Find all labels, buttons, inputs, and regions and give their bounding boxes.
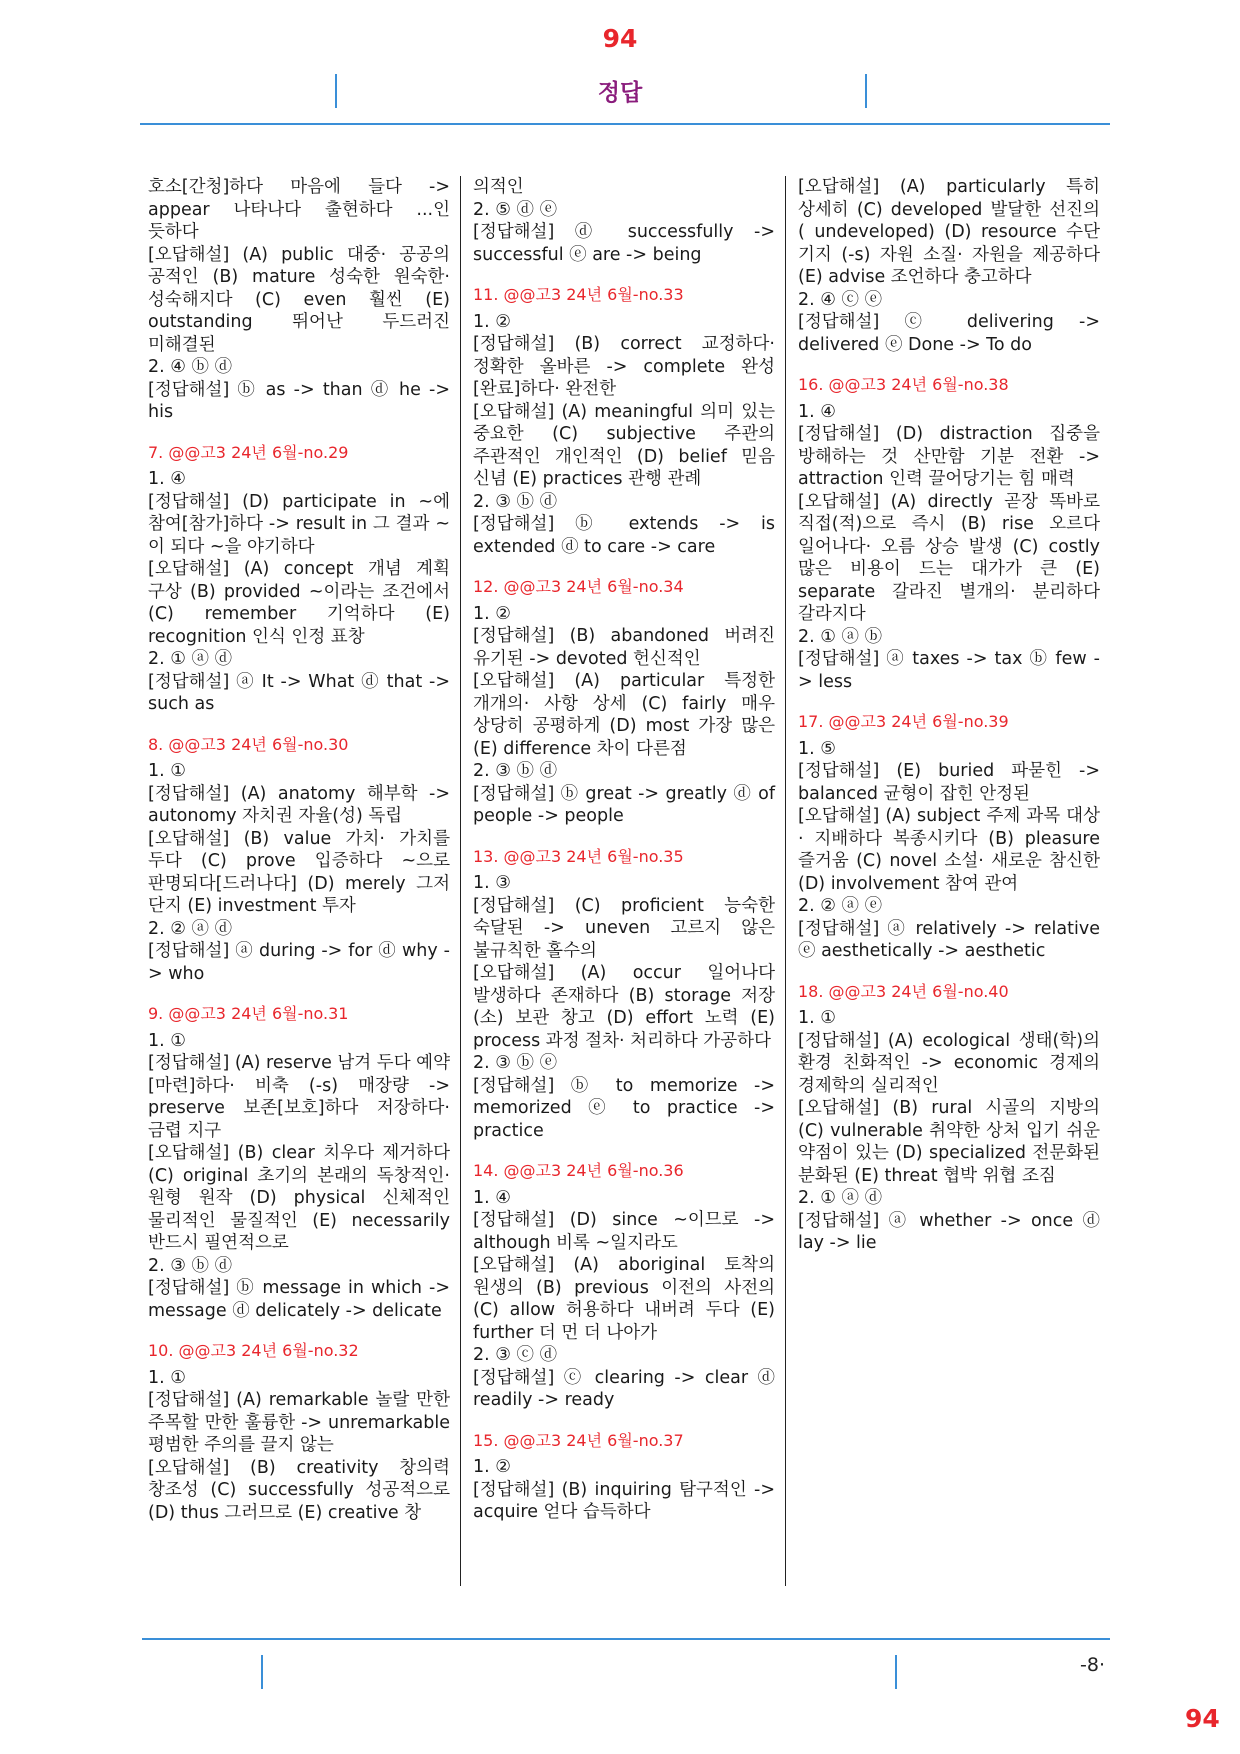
answer-section (148, 176, 450, 424)
answer-line: [정답해설] (D) participate in ~에 참여[참가]하다 -> result in 그 결과 ~이 되다 ~을 야기하다 (148, 491, 450, 557)
question-heading: 11. @@고3 24년 6월-no.33 (473, 285, 684, 304)
answer-line: 1. ② (473, 1457, 511, 1477)
question-heading: 15. @@고3 24년 6월-no.37 (473, 1430, 684, 1450)
answer-line: 2. ① ⓐ ⓓ (148, 649, 233, 669)
answer-line: [오답해설] (B) clear 치우다 제거하다 (C) original 초기의 본래의 독창적인· 원형 원작 (D) physical 신체적인 물리적인 물질적인 (E) necessarily 반드시 필연적으로 (148, 1143, 450, 1253)
answer-line: 1. ④ (473, 1187, 511, 1208)
answer-line: 1. ② (473, 311, 511, 332)
answer-line: [정답해설] ⓑ extends -> is extended ⓓ to care -> care (473, 514, 775, 557)
answer-line: [오답해설] (B) creativity 창의력 창조성 (C) successfully 성공적으로 (D) thus 그러므로 (E) creative 창 (148, 1457, 450, 1523)
answer-line: [정답해설] (B) abandoned 버려진 유기된 -> devoted 헌신적인 (473, 626, 775, 669)
answer-line: 2. ② ⓐ ⓔ (798, 896, 883, 916)
answer-section (798, 176, 1100, 356)
footer-bar-left (261, 1655, 263, 1689)
answer-line: [정답해설] ⓒ delivering -> delivered ⓔ Done -> To do (798, 312, 1100, 355)
question-heading: 14. @@고3 24년 6월-no.36 (473, 1161, 684, 1180)
question-heading: 17. @@고3 24년 6월-no.39 (798, 712, 1009, 731)
answer-line: [정답해설] ⓑ as -> than ⓓ he -> his (148, 379, 450, 422)
answer-column-2 (473, 176, 775, 1530)
answer-section (148, 1340, 450, 1524)
answer-section (473, 1160, 775, 1412)
answer-line: [정답해설] ⓐ relatively -> relative ⓔ aesthetically -> aesthetic (798, 918, 1100, 961)
answer-line: [정답해설] (A) reserve 남겨 두다 예약[마련]하다· 비축 (-s) 매장량 -> preserve 보존[보호]하다 저장하다· 금렵 지구 (148, 1053, 450, 1141)
answer-line: 1. ③ (473, 873, 511, 893)
answer-line: [정답해설] (E) buried 파묻힌 -> balanced 균형이 잡힌 안정된 (798, 761, 1100, 804)
question-heading: 12. @@고3 24년 6월-no.34 (473, 577, 684, 596)
answer-line: [오답해설] (A) directly 곧장 똑바로 직접(적)으로 즉시 (B) rise 오르다 일어나다· 오름 상승 발생 (C) costly 많은 비용이 드는 대가가 큰 (E) separate 갈라진 별개의· 분리하다 갈라지다 (798, 491, 1100, 624)
column-separator-1 (460, 176, 461, 1586)
answer-line: [오답해설] (A) public 대중· 공공의 공적인 (B) mature 성숙한 원숙한· 성숙해지다 (C) even 훨씬 (E) outstanding 뛰어난 두드러진 미해결된 (148, 244, 450, 355)
answer-section (798, 711, 1100, 963)
question-heading: 7. @@고3 24년 6월-no.29 (148, 442, 349, 462)
question-heading: 8. @@고3 24년 6월-no.30 (148, 734, 349, 754)
question-heading: 18. @@고3 24년 6월-no.40 (798, 981, 1009, 1001)
answer-column-1 (148, 176, 450, 1530)
header-bar-right (865, 74, 867, 108)
header-bar-left (335, 74, 337, 108)
answer-line: [정답해설] ⓒ clearing -> clear ⓓ readily -> ready (473, 1367, 775, 1410)
answer-line: [정답해설] (B) correct 교정하다· 정확한 올바른 -> complete 완성[완료]하다· 완전한 (473, 334, 775, 399)
answer-line: [정답해설] ⓐ It -> What ⓓ that -> such as (148, 671, 450, 714)
answer-line: 2. ③ ⓑ ⓓ (148, 1255, 233, 1276)
answer-line: [정답해설] ⓑ to memorize -> memorized ⓔ to practice -> practice (473, 1075, 775, 1141)
answer-section (148, 442, 450, 716)
page-number-top: 94 (602, 24, 638, 53)
column-separator-2 (785, 176, 786, 1586)
answer-section (148, 734, 450, 986)
answer-line: 2. ③ ⓑ ⓓ (473, 761, 558, 781)
answer-line: 1. ⑤ (798, 738, 836, 759)
page-title: 정답 (597, 80, 643, 106)
answer-line: [정답해설] ⓐ during -> for ⓓ why -> who (148, 941, 450, 984)
answer-section (473, 176, 775, 266)
answer-line: 2. ② ⓐ ⓓ (148, 918, 233, 939)
answer-line: 1. ② (473, 603, 511, 624)
answer-line: [정답해설] ⓓ successfully -> successful ⓔ are -> being (473, 222, 775, 265)
answer-line: [정답해설] ⓑ great -> greatly ⓓ of people -> people (473, 783, 775, 826)
question-heading: 13. @@고3 24년 6월-no.35 (473, 846, 684, 866)
answer-line: [오답해설] (A) subject 주제 과목 대상· 지배하다 복종시키다 (B) pleasure 즐거움 (C) novel 소설· 새로운 참신한 (D) involvement 참여 관여 (798, 806, 1100, 894)
answer-line: 1. ① (148, 761, 186, 781)
answer-line: 1. ④ (148, 469, 186, 489)
answer-line: [오답해설] (A) occur 일어나다 발생하다 존재하다 (B) storage 저장(소) 보관 창고 (D) effort 노력 (E) process 과정 절차· 처리하다 가공하다 (473, 963, 775, 1051)
answer-line: 1. ④ (798, 401, 836, 422)
answer-line: [정답해설] (A) ecological 생태(학)의 환경 친화적인 -> economic 경제의 경제학의 실리적인 (798, 1030, 1100, 1096)
answer-line: [정답해설] ⓑ message in which -> message ⓓ delicately -> delicate (148, 1278, 450, 1321)
answer-line: [정답해설] (D) since ~이므로 -> although 비록 ~일지라도 (473, 1210, 775, 1253)
answer-section (798, 374, 1100, 693)
answer-section (798, 981, 1100, 1255)
footer-rule (142, 1638, 1110, 1640)
answer-line: [정답해설] (C) proficient 능숙한 숙달된 -> uneven 고르지 않은 불규칙한 홀수의 (473, 895, 775, 961)
answer-line: [정답해설] (A) anatomy 해부학 -> autonomy 자치권 자율(성) 독립 (148, 783, 450, 826)
answer-line: 2. ① ⓐ ⓑ (798, 626, 883, 647)
answer-line: [오답해설] (A) concept 개념 계획 구상 (B) provided ~이라는 조건에서 (C) remember 기억하다 (E) recognition 인식 인정 표창 (148, 559, 450, 647)
page-number-corner: 94 (1185, 1704, 1220, 1733)
question-heading: 16. @@고3 24년 6월-no.38 (798, 375, 1009, 394)
question-heading: 10. @@고3 24년 6월-no.32 (148, 1341, 359, 1360)
answer-line: [오답해설] (A) particularly 특히 상세히 (C) developed 발달한 선진의 ( undeveloped) (D) resource 수단 기지 (-s) 자원 소질· 자원을 제공하다 (E) advise 조언하다 충고하다 (798, 177, 1100, 287)
answer-line: [오답해설] (B) rural 시골의 지방의 (C) vulnerable 취약한 상처 입기 쉬운 약점이 있는 (D) specialized 전문화된 분화된 (E) threat 협박 위협 조짐 (798, 1098, 1100, 1186)
answer-line: [오답해설] (B) value 가치· 가치를 두다 (C) prove 입증하다 ~으로 판명되다[드러나다] (D) merely 그저 단지 (E) investment 투자 (148, 828, 450, 916)
answer-section (473, 576, 775, 828)
answer-line: 2. ① ⓐ ⓓ (798, 1188, 883, 1208)
answer-line: 2. ⑤ ⓓ ⓔ (473, 199, 558, 220)
answer-line: [오답해설] (A) aboriginal 토착의 원생의 (B) previous 이전의 사전의 (C) allow 허용하다 내버려 두다 (E) further 더 먼 더 나아가 (473, 1255, 775, 1343)
answer-line: [정답해설] (D) distraction 집중을 방해하는 것 산만함 기분 전환 -> attraction 인력 끌어당기는 힘 매력 (798, 424, 1100, 489)
answer-line: 1. ① (148, 1367, 186, 1388)
answer-line: [오답해설] (A) particular 특정한 개개의· 사항 상세 (C) fairly 매우 상당히 공평하게 (D) most 가장 많은 (E) difference 차이 다른점 (473, 671, 775, 759)
question-heading: 9. @@고3 24년 6월-no.31 (148, 1004, 349, 1023)
answer-line: 2. ④ ⓑ ⓓ (148, 357, 233, 377)
answer-line: [정답해설] (A) remarkable 놀랄 만한 주목할 만한 훌륭한 -> unremarkable 평범한 주의를 끌지 않는 (148, 1390, 450, 1455)
answer-section (148, 1003, 450, 1322)
answer-line: 1. ① (148, 1030, 186, 1051)
answer-line: 2. ③ ⓑ ⓔ (473, 1053, 558, 1073)
answer-section (473, 846, 775, 1143)
answer-line: [정답해설] (B) inquiring 탐구적인 -> acquire 얻다 습득하다 (473, 1479, 775, 1522)
answer-line: 1. ① (798, 1008, 836, 1028)
answer-section (473, 1430, 775, 1524)
answer-line: 2. ③ ⓑ ⓓ (473, 491, 558, 512)
answer-column-3 (798, 176, 1100, 1261)
header-rule (140, 123, 1110, 125)
answer-line: 2. ③ ⓒ ⓓ (473, 1345, 558, 1365)
footer-page-label: -8· (1080, 1654, 1105, 1676)
footer-bar-right (895, 1655, 897, 1689)
answer-line: [오답해설] (A) meaningful 의미 있는 중요한 (C) subjective 주관의 주관적인 개인적인 (D) belief 믿음 신념 (E) practices 관행 관례 (473, 401, 775, 489)
answer-line: [정답해설] ⓐ whether -> once ⓓ lay -> lie (798, 1210, 1100, 1253)
answer-line: 2. ④ ⓒ ⓔ (798, 289, 883, 310)
answer-line: [정답해설] ⓐ taxes -> tax ⓑ few -> less (798, 649, 1100, 692)
answer-line: 호소[간청]하다 마음에 들다 -> appear 나타나다 출현하다 ...인 듯하다 (148, 177, 450, 242)
answer-line: 의적인 (473, 177, 524, 197)
answer-section (473, 284, 775, 558)
